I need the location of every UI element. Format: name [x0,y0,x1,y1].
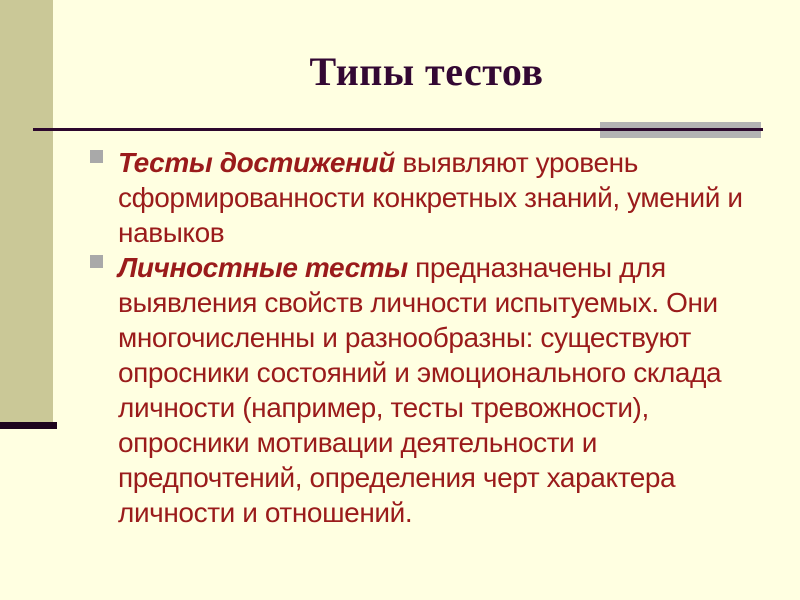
bullet-item-personality-tests [118,250,778,530]
bullet-text-line: личности (например, тесты тревожности), [118,392,649,423]
bullet-text-line: выявления свойств личности испытуемых. Они [118,287,718,318]
bullet-item-achievement-tests [118,145,778,250]
bullet-emphasis-text: Личностные тесты [118,252,408,283]
slide-title: Типы тестов [309,49,544,94]
bullet-text-line: навыков [118,217,225,248]
title-rule [33,128,763,131]
bullet-text-line: опросники мотивации деятельности и [118,427,598,458]
bullet-text-line: многочисленны и разнообразны: существуют [118,322,691,353]
bullet-text-line: личности и отношений. [118,497,413,528]
left-olive-bar-decoration [0,0,53,422]
bullet-square-icon [90,255,103,268]
bullet-text-line: сформированности конкретных знаний, умений и [118,182,743,213]
bullet-lead-rest-text: выявляют уровень [395,147,638,178]
bullet-square-icon [90,150,103,163]
bullet-list [118,145,778,530]
bullet-text-line: предпочтений, определения черт характера [118,462,676,493]
bullet-lead-line [118,250,778,285]
bullet-emphasis-text: Тесты достижений [118,147,396,178]
bullet-lead-rest-text: предназначены для [407,252,666,283]
left-bar-footer-decoration [0,422,57,429]
bullet-lead-line [118,145,778,180]
bullet-text-line: опросники состояний и эмоционального склада [118,357,722,388]
